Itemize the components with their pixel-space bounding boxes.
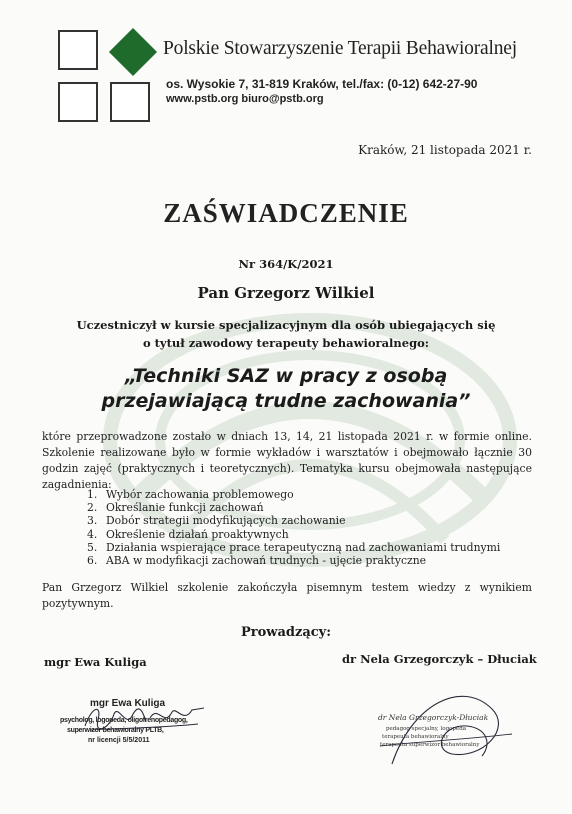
stamp-right-line-1: dr Nela Grzegorczyk-Dłuciak bbox=[378, 713, 489, 722]
list-item: 1. Wybór zachowania problemowego bbox=[87, 488, 294, 501]
list-item: 4. Określenie działań proaktywnych bbox=[87, 527, 289, 541]
course-description: które przeprowadzone zostało w dniach 13, 14, 21 listopada 2021 r. w formie online. Szkolenie realizowane było w formie wykładów i warsztatów i obejmowało łącznie 30 godzin zajęć (praktycznych i teoretycznych). Tematyka kursu obejmowała następujące zagadnienia: bbox=[42, 430, 532, 491]
stamp-left-line-3: superwizor behawioralny PLTB, bbox=[67, 727, 164, 734]
lecturer-right-name: dr Nela Grzegorczyk – Dłuciak bbox=[342, 652, 537, 666]
stamp-left-line-2: psycholog, logopeda, oligofrenopedagog, bbox=[60, 717, 188, 724]
organization-contact: www.pstb.org biuro@pstb.org bbox=[166, 93, 324, 105]
intro-line-1: Uczestniczył w kursie specjalizacyjnym dla osób ubiegających się bbox=[76, 318, 496, 332]
topics-list bbox=[87, 488, 500, 567]
issue-date: Kraków, 21 listopada 2021 r. bbox=[358, 143, 532, 157]
intro-text bbox=[0, 316, 572, 352]
logo-square-top-left bbox=[58, 30, 98, 70]
recipient-name: Pan Grzegorz Wilkiel bbox=[197, 284, 375, 302]
logo-square-bottom-right bbox=[110, 82, 150, 122]
list-item: 6. ABA w modyfikacji zachowań trudnych - ujęcie praktyczne bbox=[87, 554, 427, 568]
signature-left bbox=[80, 698, 210, 736]
stamp-right-line-3: terapeuta behawioralny bbox=[382, 734, 449, 740]
list-item: 3. Dobór strategii modyfikujących zachowanie bbox=[87, 514, 346, 528]
intro-line-2: o tytuł zawodowy terapeuty behawioralnego: bbox=[142, 336, 430, 350]
stamp-left-line-4: nr licencji 5/5/2011 bbox=[88, 737, 150, 744]
organization-address: os. Wysokie 7, 31-819 Kraków, tel./fax: (0-12) 642-27-90 bbox=[166, 77, 478, 91]
course-title-line-1: „Techniki SAZ w pracy z osobą bbox=[124, 365, 448, 387]
list-item: 5. Działania wspierające prace terapeutyczną nad zachowaniami trudnymi bbox=[87, 540, 501, 554]
document-title: ZAŚWIADCZENIE bbox=[163, 198, 409, 228]
course-title bbox=[0, 364, 572, 414]
course-title-line-2: przejawiającą trudne zachowania” bbox=[101, 390, 471, 412]
lecturer-left-name: mgr Ewa Kuliga bbox=[44, 655, 147, 669]
list-item: 2. Określanie funkcji zachowań bbox=[87, 501, 264, 515]
logo-square-bottom-left bbox=[58, 82, 98, 122]
lecturers-heading: Prowadzący: bbox=[240, 625, 332, 640]
signature-right bbox=[372, 684, 522, 774]
logo-green-diamond bbox=[109, 28, 157, 76]
organization-name: Polskie Stowarzyszenie Terapii Behawioralnej bbox=[163, 38, 517, 59]
organization-logo bbox=[58, 30, 154, 126]
result-statement: Pan Grzegorz Wilkiel szkolenie zakończyła pisemnym testem wiedzy z wynikiem pozytywnym. bbox=[42, 581, 532, 610]
stamp-right-line-2: pedagog specjalny, logopeda bbox=[386, 726, 466, 732]
stamp-right-line-4: terapeuta superwizor behawioralny bbox=[380, 742, 480, 748]
stamp-left-line-1: mgr Ewa Kuliga bbox=[90, 698, 166, 709]
certificate-number: Nr 364/K/2021 bbox=[238, 257, 334, 271]
